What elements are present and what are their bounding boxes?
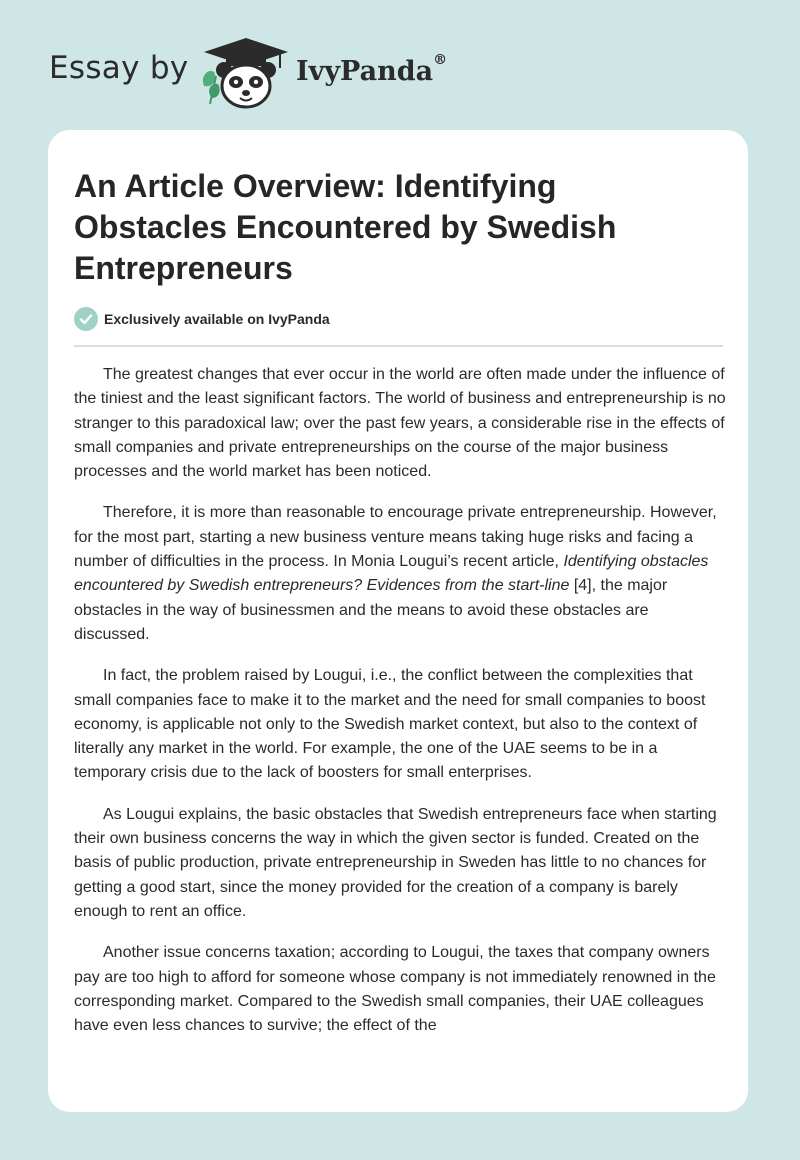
article-title: An Article Overview: Identifying Obstacles Encountered by Swedish Entrepreneurs bbox=[74, 168, 617, 286]
paragraph: As Lougui explains, the basic obstacles that Swedish entrepreneurs face when starting their own business concerns the way in which the given sector is funded. Created on the basis of public production, private entrepreneurship in Sweden has little to no chances for getting a good start, since the money provided for the creation of a company is barely enough to rent an office. bbox=[74, 805, 717, 920]
article-card bbox=[48, 130, 748, 1112]
article-body bbox=[74, 363, 726, 1055]
site-header bbox=[0, 0, 800, 128]
check-circle-icon bbox=[74, 307, 98, 331]
panda-logo-icon[interactable] bbox=[198, 36, 294, 110]
registered-mark: ® bbox=[433, 52, 448, 68]
brand-name[interactable]: IvyPanda® bbox=[296, 52, 448, 87]
exclusive-badge bbox=[74, 306, 330, 332]
article-reference-title: Identifying obstacles encountered by Swedish entrepreneurs? Evidences from the start-line bbox=[74, 553, 709, 595]
essay-by-label: Essay by bbox=[49, 50, 189, 86]
paragraph: The greatest changes that ever occur in the world are often made under the influence of the tiniest and the least significant factors. The world of business and entrepreneurship is no stranger to this paradoxical law; over the past few years, a considerable rise in the effects of small companies and private entrepreneurships on the course of the major business processes and the world market has been noticed. bbox=[74, 366, 726, 481]
paragraph: Another issue concerns taxation; according to Lougui, the taxes that company owners pay are too high to afford for someone whose company is not immediately renowned in the corresponding market. Compared to the Swedish small companies, their UAE colleagues have even less chances to survive; the effect of the bbox=[74, 944, 716, 1035]
paragraph: Therefore, it is more than reasonable to encourage private entrepreneurship. However, for the most part, starting a new business venture means taking huge risks and facing a number of difficulties in the process. In Monia Lougui’s recent article, Identifying obstacles encountered by Swedish entrepreneurs? Evidences from the start-line [4], the major obstacles in the way of businessmen and the means to avoid these obstacles are discussed. bbox=[74, 504, 717, 643]
divider bbox=[74, 345, 723, 347]
paragraph: In fact, the problem raised by Lougui, i.e., the conflict between the complexities that small companies face to make it to the market and the need for small companies to boost economy, is applicable not only to the Swedish market context, but also to the context of literally any market in the world. For example, the one of the UAE seems to be in a temporary crisis due to the lack of boosters for small enterprises. bbox=[74, 667, 706, 782]
exclusive-badge-label: Exclusively available on IvyPanda bbox=[104, 311, 330, 327]
